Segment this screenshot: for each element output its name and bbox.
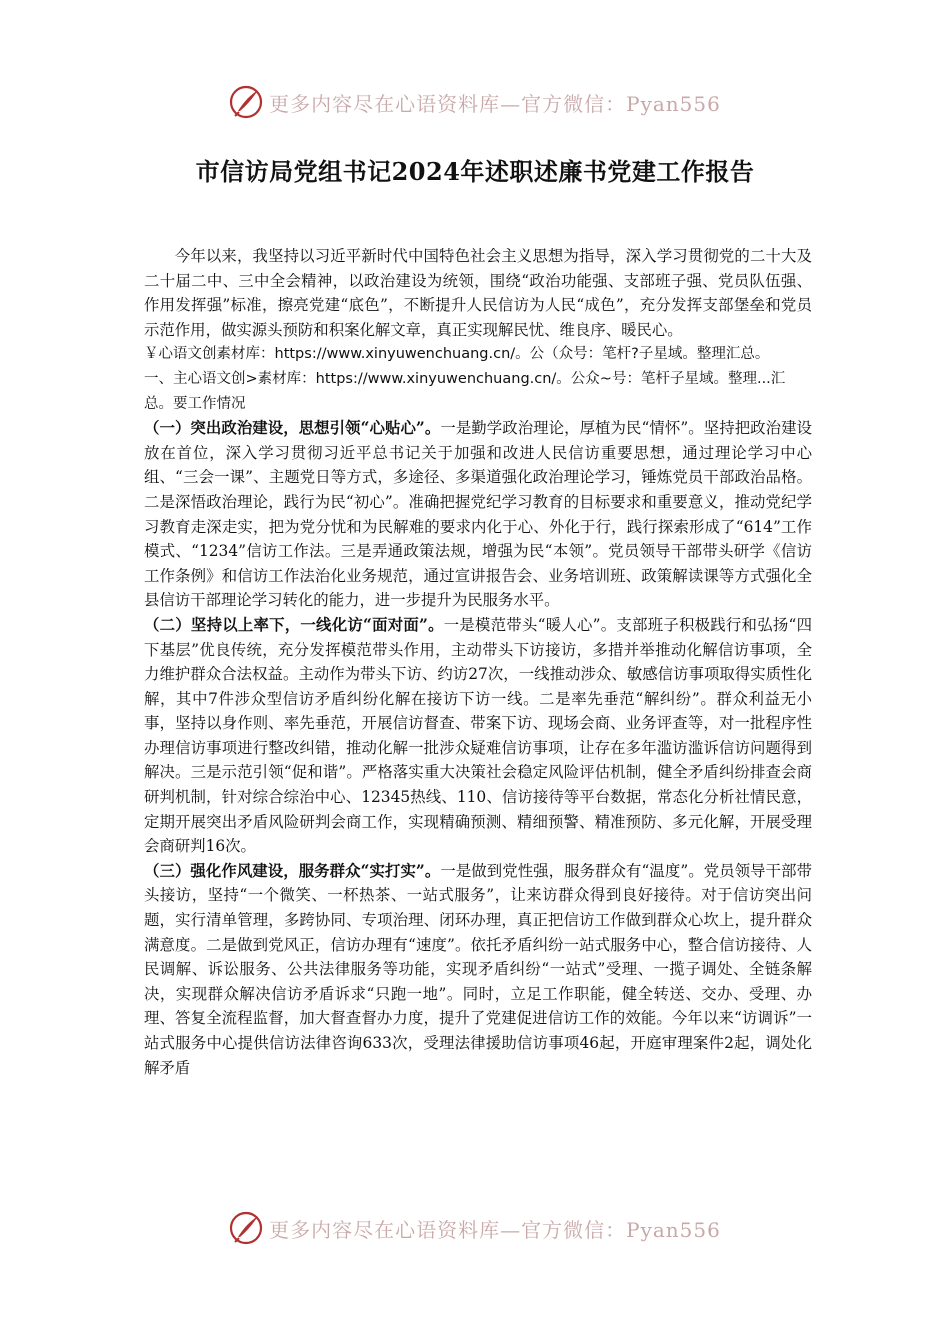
quill-logo-icon xyxy=(229,1211,263,1245)
item-paragraph-3 xyxy=(144,859,812,1080)
banner-text: 更多内容尽在心语资料库—官方微信：Pyan556 xyxy=(269,1217,721,1242)
item-paragraph-1 xyxy=(144,416,812,613)
document-body xyxy=(144,244,812,1080)
section-heading: 一、主心语文创>素材库：https://www.xinyuwenchuang.cn/。公众~号：笔杆子星域。整理...汇总。要工作情况 xyxy=(144,370,786,412)
banner-text: 更多内容尽在心语资料库—官方微信：Pyan556 xyxy=(269,91,721,116)
item-paragraph-2 xyxy=(144,613,812,859)
intro-paragraph: 今年以来，我坚持以习近平新时代中国特色社会主义思想为指导，深入学习贯彻党的二十大及二十届二中、三中全会精神，以政治建设为统领，围绕“政治功能强、支部班子强、党员队伍强、作用发挥强”标准，擦亮党建“底色”，不断提升人民信访为人民“成色”，充分发挥支部堡垒和党员示范作用，做实源头预防和积案化解文章，真正实现解民忧、维良序、暖民心。 xyxy=(144,247,812,339)
item-heading-1: （一）突出政治建设，思想引领“心贴心”。 xyxy=(144,419,441,438)
item-heading-2: （二）坚持以上率下，一线化访“面对面”。 xyxy=(144,615,444,634)
item-body-3: 一是做到党性强，服务群众有“温度”。党员领导干部带头接访，坚持“一个微笑、一杯热茶、一站式服务”，让来访群众得到良好接待。对于信访突出问题，实行清单管理，多跨协同、专项治理、闭环办理，真正把信访工作做到群众心坎上，提升群众满意度。二是做到党风正，信访办理有“速度”。依托矛盾纠纷一站式服务中心，整合信访接待、人民调解、诉讼服务、公共法律服务等功能，实现矛盾纠纷“一站式”受理、一揽子调处、全链条解决，实现群众解决信访矛盾诉求“只跑一地”。同时，立足工作职能，健全转送、交办、受理、办理、答复全流程监督，加大督查督办力度，提升了党建促进信访工作的效能。今年以来“访调诉”一站式服务中心提供信访法律咨询633次，受理法律援助信访事项46起，开庭审理案件2起，调处化解矛盾 xyxy=(144,861,812,1077)
footer-banner xyxy=(0,1208,950,1248)
item-body-2: 一是模范带头“暖人心”。支部班子积极践行和弘扬“四下基层”优良传统，充分发挥模范带头作用，主动带头下访接访，多措并举推动化解信访事项，全力维护群众合法权益。主动作为带头下访、约访27次，一线推动涉众、敏感信访事项取得实质性化解，其中7件涉众型信访矛盾纠纷化解在接访下访一线。二是率先垂范“解纠纷”。群众利益无小事，坚持以身作则、率先垂范，开展信访督查、带案下访、现场会商、业务评查等，对一批程序性办理信访事项进行整改纠错，推动化解一批涉众疑难信访事项，让存在多年滥访滥诉信访问题得到解决。三是示范引领“促和谐”。严格落实重大决策社会稳定风险评估机制，健全矛盾纠纷排查会商研判机制，针对综合综治中心、12345热线、110、信访接待等平台数据，常态化分析社情民意，定期开展突出矛盾风险研判会商工作，实现精确预测、精细预警、精准预防、多元化解，开展受理会商研判16次。 xyxy=(144,615,812,856)
header-banner xyxy=(0,82,950,122)
quill-logo-icon xyxy=(229,85,263,119)
watermark-line: ￥心语文创素材库：https://www.xinyuwenchuang.cn/。公（众号：笔杆?子星域。整理汇总。 xyxy=(144,346,770,363)
page-title: 市信访局党组书记2024年述职述廉书党建工作报告 xyxy=(195,157,755,186)
item-body-1: 一是勤学政治理论，厚植为民“情怀”。坚持把政治建设放在首位，深入学习贯彻习近平总书记关于加强和改进人民信访重要思想，通过理论学习中心组、“三会一课”、主题党日等方式，多途径、多渠道强化政治理论学习，锤炼党员干部政治品格。二是深悟政治理论，践行为民“初心”。准确把握党纪学习教育的目标要求和重要意义，推动党纪学习教育走深走实，把为党分忧和为民解难的要求内化于心、外化于行，践行探索形成了“614”工作模式、“1234”信访工作法。三是弄通政策法规，增强为民“本领”。党员领导干部带头研学《信访工作条例》和信访工作法治化业务规范，通过宣讲报告会、业务培训班、政策解读课等方式强化全县信访干部理论学习转化的能力，进一步提升为民服务水平。 xyxy=(144,419,812,610)
item-heading-3: （三）强化作风建设，服务群众“实打实”。 xyxy=(144,861,441,880)
